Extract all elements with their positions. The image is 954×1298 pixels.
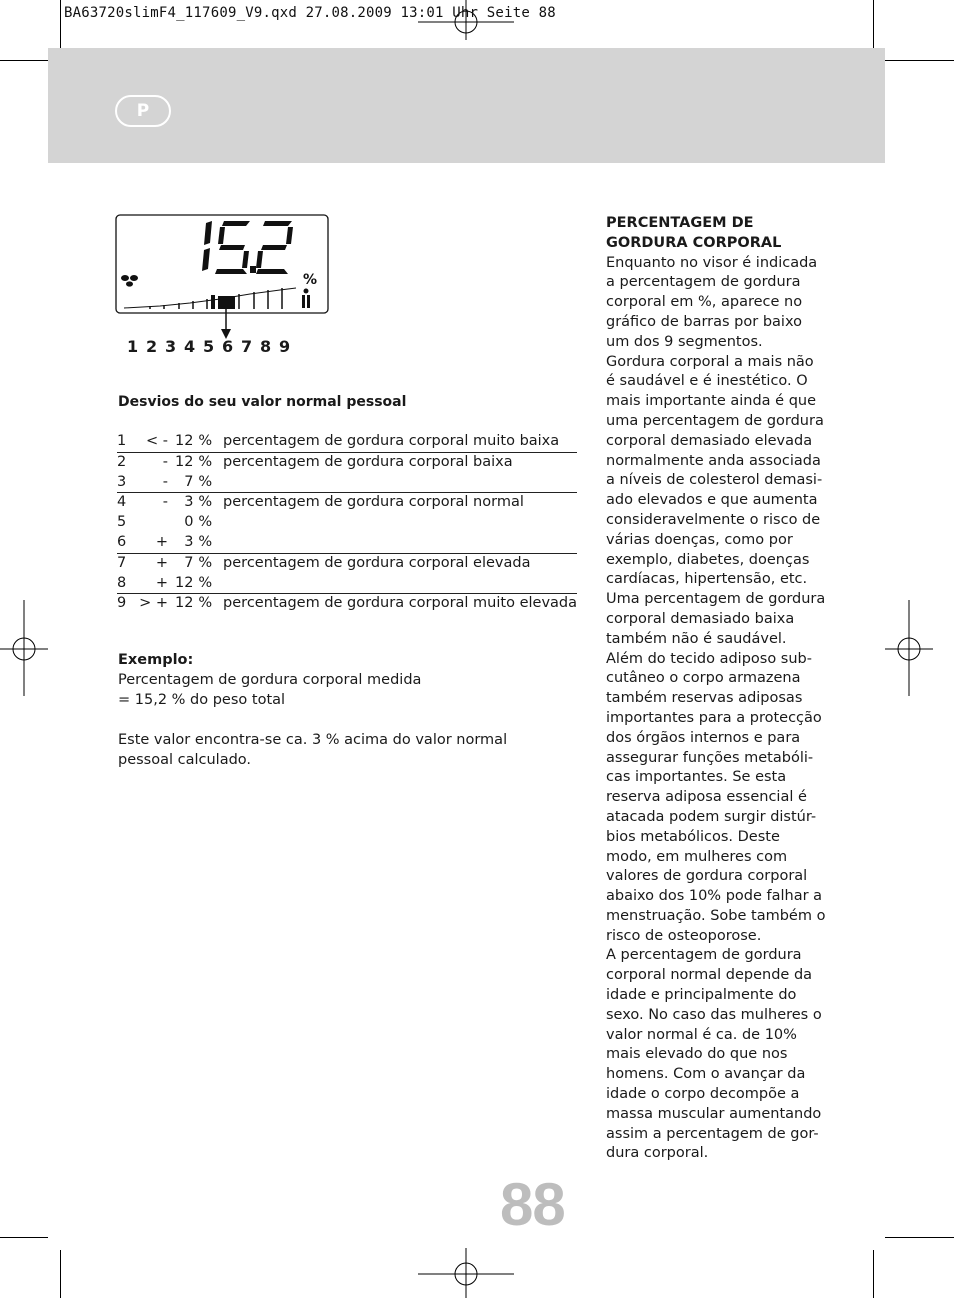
deviations-table xyxy=(117,432,577,614)
crop-mark xyxy=(0,1237,48,1238)
paragraph-line: sexo. No caso das mulheres o xyxy=(606,1006,822,1023)
table-row xyxy=(117,432,577,452)
paragraph-line: risco de osteoporose. xyxy=(606,927,762,944)
row-description xyxy=(217,473,577,493)
paragraph-line: também não é saudável. xyxy=(606,630,787,647)
table-row xyxy=(117,553,577,573)
example-line: = 15,2 % do peso total xyxy=(118,692,286,708)
row-value: 12 xyxy=(174,595,194,612)
section-heading: GORDURA CORPORAL xyxy=(606,234,782,251)
paragraph-line: Além do tecido adiposo sub- xyxy=(606,650,812,667)
row-description xyxy=(217,533,577,553)
paragraph-line: mais importante ainda é que xyxy=(606,393,817,410)
deviations-title: Desvios do seu valor normal pessoal xyxy=(118,394,407,410)
paragraph-line: Uma percentagem de gordura xyxy=(606,591,826,608)
row-number: 2 xyxy=(117,453,127,470)
row-sign: - xyxy=(162,453,168,470)
segment-number: 8 xyxy=(260,337,272,356)
paragraph-line: exemplo, diabetes, doenças xyxy=(606,551,810,568)
row-description xyxy=(217,574,577,594)
segment-number: 1 xyxy=(127,337,139,356)
table-row xyxy=(117,493,577,513)
table-row xyxy=(117,533,577,553)
paragraph-line: ado elevados e que aumenta xyxy=(606,492,818,509)
row-sign: - xyxy=(162,494,168,511)
paragraph-line: a níveis de colesterol demasi- xyxy=(606,472,823,489)
row-unit: % xyxy=(193,432,217,452)
segment-number: 6 xyxy=(222,337,234,356)
paragraph-line: menstruação. Sobe também o xyxy=(606,907,826,924)
crop-mark xyxy=(873,0,874,48)
row-value: 12 xyxy=(174,453,194,470)
row-description: percentagem de gordura corporal normal xyxy=(223,494,524,511)
registration-mark-left xyxy=(0,600,48,696)
crop-mark xyxy=(60,0,61,48)
paragraph-line: corporal normal depende da xyxy=(606,967,813,984)
paragraph-line: um dos 9 segmentos. xyxy=(606,333,763,350)
paragraph-line: valores de gordura corporal xyxy=(606,868,808,885)
paragraph-line: modo, em mulheres com xyxy=(606,848,788,865)
lcd-active-segment xyxy=(218,296,235,309)
example-block xyxy=(118,650,558,770)
example-line: Este valor encontra-se ca. 3 % acima do valor normal xyxy=(118,732,508,748)
row-sign xyxy=(137,513,172,533)
row-unit: % xyxy=(193,574,217,594)
section-heading: PERCENTAGEM DE xyxy=(606,215,754,231)
row-value: 12 xyxy=(172,432,193,452)
row-number: 7 xyxy=(117,554,127,571)
paragraph-line: assegurar funções metabóli- xyxy=(606,749,814,766)
paragraph-line: uma percentagem de gordura xyxy=(606,412,824,429)
paragraph-line: também reservas adiposas xyxy=(606,690,803,707)
segment-number: 9 xyxy=(279,337,291,356)
paragraph-line: A percentagem de gordura xyxy=(606,947,802,964)
example-line: Percentagem de gordura corporal medida xyxy=(118,672,422,688)
row-description: percentagem de gordura corporal muito elevada xyxy=(223,595,577,612)
row-number: 6 xyxy=(117,533,137,553)
row-value: 7 xyxy=(184,554,194,571)
paragraph-line: normalmente anda associada xyxy=(606,452,821,469)
paragraph-line: dura corporal. xyxy=(606,1145,709,1162)
paragraph-line: atacada podem surgir distúr- xyxy=(606,808,817,825)
segment-scale-numbers xyxy=(127,337,298,356)
row-unit: % xyxy=(193,473,217,493)
row-number: 9 xyxy=(117,595,127,612)
paragraph-line: homens. Com o avançar da xyxy=(606,1066,806,1083)
segment-number: 3 xyxy=(165,337,177,356)
segment-number: 5 xyxy=(203,337,215,356)
segment-number: 7 xyxy=(241,337,253,356)
table-row xyxy=(117,473,577,493)
row-unit: % xyxy=(198,494,213,511)
row-unit: % xyxy=(198,453,213,470)
row-description: percentagem de gordura corporal muito baixa xyxy=(217,432,577,452)
paragraph-line: massa muscular aumentando xyxy=(606,1105,822,1122)
row-unit: % xyxy=(193,533,217,553)
body-fat-explanation xyxy=(606,214,826,1164)
paragraph-line: Enquanto no visor é indicada xyxy=(606,254,818,271)
paragraph-line: valor normal é ca. de 10% xyxy=(606,1026,797,1043)
header-band xyxy=(48,48,885,163)
row-unit: % xyxy=(198,595,213,612)
example-label: Exemplo: xyxy=(118,652,194,668)
paragraph-line: cardíacas, hipertensão, etc. xyxy=(606,571,808,588)
row-number: 1 xyxy=(117,432,137,452)
row-description: percentagem de gordura corporal baixa xyxy=(223,453,513,470)
paragraph-lines xyxy=(606,254,826,1165)
paragraph-line: cutâneo o corpo armazena xyxy=(606,670,801,687)
crop-mark xyxy=(873,1250,874,1298)
crop-mark xyxy=(60,1250,61,1298)
paragraph-line: é saudável e é inestético. O xyxy=(606,373,808,390)
paragraph-line: reserva adiposa essencial é xyxy=(606,789,807,806)
row-sign: + xyxy=(137,533,172,553)
row-number: 3 xyxy=(117,473,137,493)
row-unit: % xyxy=(198,554,213,571)
row-value: 0 xyxy=(184,514,194,531)
row-value: 3 xyxy=(184,494,194,511)
table-row xyxy=(117,594,577,614)
row-sign: + xyxy=(155,554,168,571)
row-unit: % xyxy=(198,514,213,531)
paragraph-line: corporal em %, aparece no xyxy=(606,294,803,311)
paragraph-line: corporal demasiado baixa xyxy=(606,610,795,627)
paragraph-line: gráfico de barras por baixo xyxy=(606,313,802,330)
row-value: 3 xyxy=(172,533,193,553)
registration-mark-bottom xyxy=(418,1248,514,1298)
row-value: 7 xyxy=(172,473,193,493)
registration-mark-right xyxy=(885,600,933,696)
row-sign: < - xyxy=(137,432,172,452)
paragraph-line: consideravelmente o risco de xyxy=(606,511,821,528)
row-value: 12 xyxy=(172,574,193,594)
paragraph-line: bios metabólicos. Deste xyxy=(606,828,780,845)
row-number: 5 xyxy=(117,514,127,531)
language-badge: P xyxy=(115,95,171,127)
paragraph-line: assim a percentagem de gor- xyxy=(606,1125,819,1142)
paragraph-line: cas importantes. Se esta xyxy=(606,769,787,786)
row-sign: > + xyxy=(139,595,168,612)
paragraph-line: abaixo dos 10% pode falhar a xyxy=(606,888,823,905)
paragraph-line: a percentagem de gordura xyxy=(606,274,801,291)
page-number: 88 xyxy=(500,1171,565,1238)
segment-number: 4 xyxy=(184,337,196,356)
row-number: 8 xyxy=(117,574,137,594)
example-line: pessoal calculado. xyxy=(118,752,252,768)
row-sign: - xyxy=(137,473,172,493)
segment-number: 2 xyxy=(146,337,158,356)
paragraph-line: várias doenças, como por xyxy=(606,531,793,548)
table-row xyxy=(117,452,577,472)
row-number: 4 xyxy=(117,494,127,511)
row-sign: + xyxy=(137,574,172,594)
paragraph-line: corporal demasiado elevada xyxy=(606,432,813,449)
paragraph-line: Gordura corporal a mais não xyxy=(606,353,814,370)
paragraph-line: mais elevado do que nos xyxy=(606,1046,788,1063)
table-row xyxy=(117,513,577,533)
paragraph-line: importantes para a protecção xyxy=(606,709,822,726)
row-description: percentagem de gordura corporal elevada xyxy=(223,554,531,571)
table-row xyxy=(117,574,577,594)
print-slug: BA63720slimF4_117609_V9.qxd 27.08.2009 13:01 Uhr Seite 88 xyxy=(64,5,556,21)
crop-mark xyxy=(0,60,48,61)
crop-mark xyxy=(885,60,954,61)
paragraph-line: dos órgãos internos e para xyxy=(606,729,801,746)
paragraph-line: idade e principalmente do xyxy=(606,987,797,1004)
crop-mark xyxy=(885,1237,954,1238)
lcd-percent-sign: % xyxy=(303,272,318,288)
row-description xyxy=(217,513,577,533)
paragraph-line: idade o corpo decompõe a xyxy=(606,1086,800,1103)
